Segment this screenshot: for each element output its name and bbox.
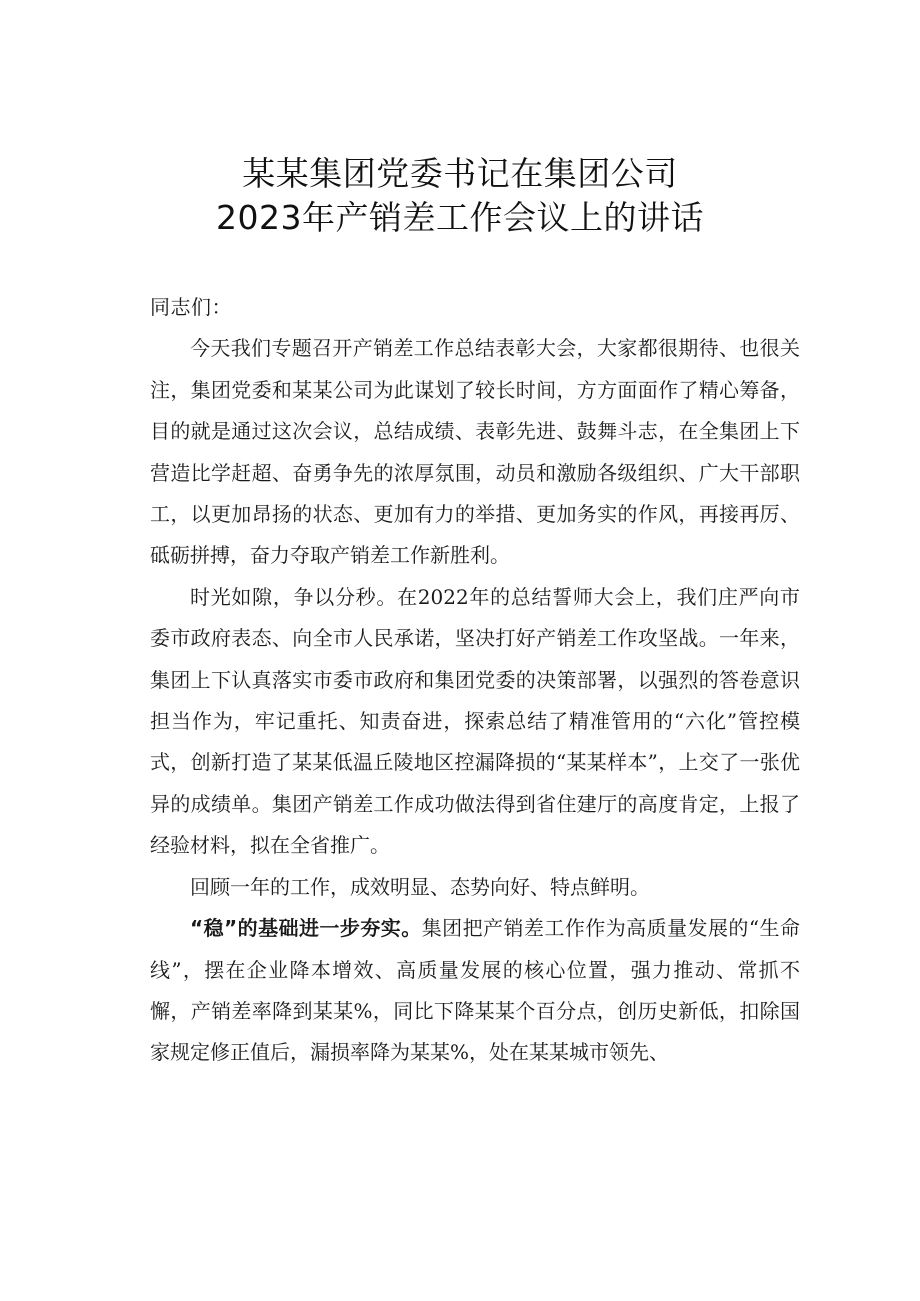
- paragraph-summary: 回顾一年的工作，成效明显、态势向好、特点鲜明。: [190, 874, 650, 899]
- paragraph-heading-stability: “稳”的基础进一步夯实。: [190, 916, 422, 941]
- salutation: 同志们：: [150, 295, 232, 319]
- document-body: [150, 287, 800, 1074]
- document-title: [120, 152, 800, 240]
- paragraph-review: 时光如隙，争以分秒。在2022年的总结誓师大会上，我们庄严向市委市政府表态、向全市人民承诺，坚决打好产销差工作攻坚战。一年来，集团上下认真落实市委市政府和集团党委的决策部署，以强烈的答卷意识担当作为，牢记重托、知责奋进，探索总结了精准管用的“六化”管控模式，创新打造了某某低温丘陵地区控漏降损的“某某样本”，上交了一张优异的成绩单。集团产销差工作成功做法得到省住建厅的高度肯定，上报了经验材料，拟在全省推广。: [150, 584, 800, 858]
- title-line-1: 某某集团党委书记在集团公司: [242, 154, 678, 193]
- paragraph-stability-text: 集团把产销差工作作为高质量发展的“生命线”，摆在企业降本增效、高质量发展的核心位置，强力推动、常抓不懈，产销差率降到某某%，同比下降某某个百分点，创历史新低，扣除国家规定修正值后，漏损率降为某某%，处在某某城市领先、: [150, 916, 800, 1065]
- paragraph-opening: 今天我们专题召开产销差工作总结表彰大会，大家都很期待、也很关注，集团党委和某某公司为此谋划了较长时间，方方面面作了精心筹备，目的就是通过这次会议，总结成绩、表彰先进、鼓舞斗志，在全集团上下营造比学赶超、奋勇争先的浓厚氛围，动员和激励各级组织、广大干部职工，以更加昂扬的状态、更加有力的举措、更加务实的作风，再接再厉、砥砺拼搏，奋力夺取产销差工作新胜利。: [150, 336, 800, 568]
- paragraph-stability: [150, 908, 800, 1074]
- title-line-2: 2023年产销差工作会议上的讲话: [216, 198, 704, 237]
